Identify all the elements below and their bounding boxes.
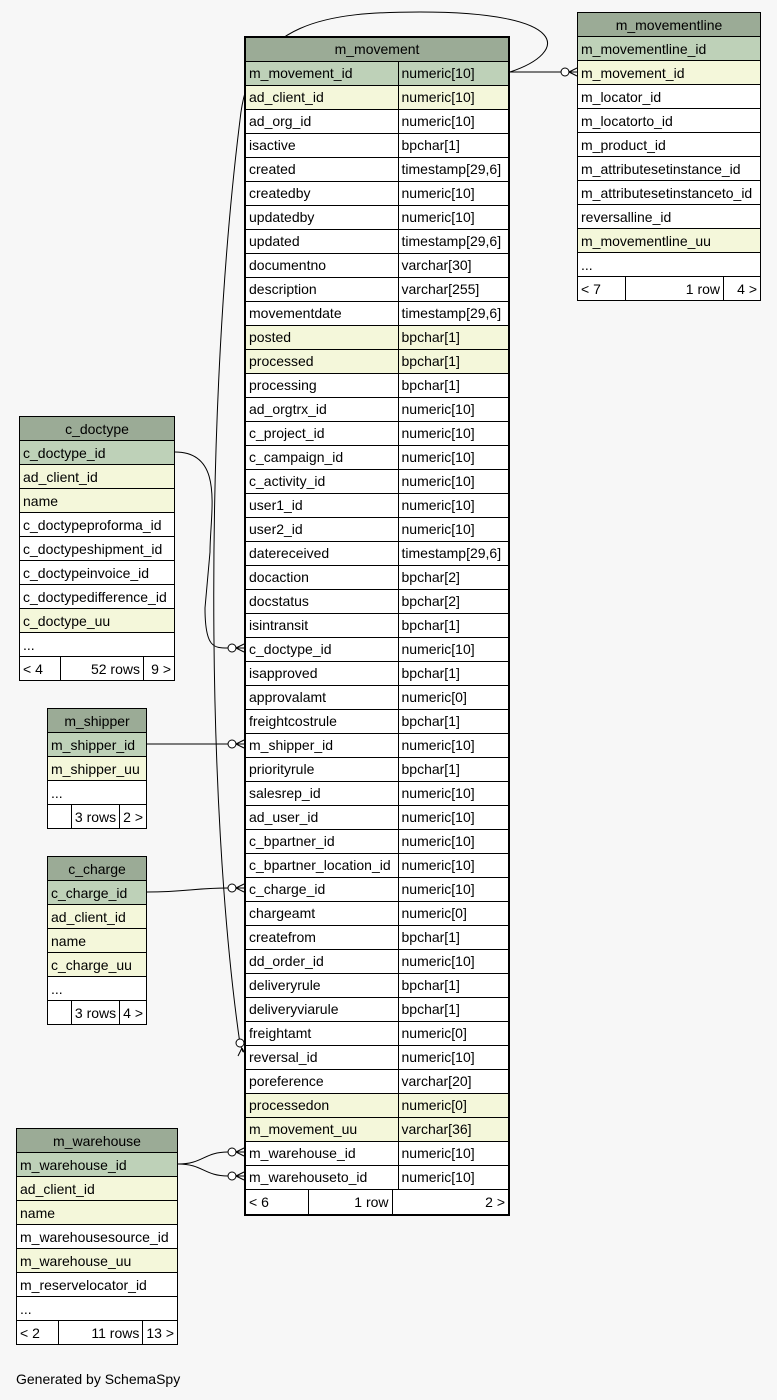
edge-warehouse-1 <box>178 1164 228 1176</box>
column-type: numeric[0] <box>398 685 509 709</box>
children-link[interactable]: 2 > <box>120 805 147 829</box>
column-type: varchar[255] <box>398 277 509 301</box>
column-row[interactable] <box>245 709 509 733</box>
column-name: m_shipper_id <box>48 733 147 757</box>
column-row[interactable] <box>245 133 509 157</box>
column-row[interactable] <box>20 513 175 537</box>
children-link[interactable]: 9 > <box>144 657 175 681</box>
column-row[interactable] <box>245 109 509 133</box>
column-name: c_charge_id <box>245 877 398 901</box>
column-row[interactable] <box>20 561 175 585</box>
table-title[interactable]: m_shipper <box>48 709 147 733</box>
column-type: numeric[10] <box>398 781 509 805</box>
column-type: numeric[10] <box>398 421 509 445</box>
column-type: numeric[10] <box>398 397 509 421</box>
column-row[interactable] <box>245 301 509 325</box>
column-name: ad_client_id <box>20 465 175 489</box>
column-row[interactable] <box>245 1069 509 1093</box>
column-name: c_bpartner_location_id <box>245 853 398 877</box>
column-name: m_reservelocator_id <box>17 1273 178 1297</box>
table-title[interactable]: c_charge <box>48 857 147 881</box>
column-name: docstatus <box>245 589 398 613</box>
column-row[interactable] <box>20 633 175 657</box>
column-type: numeric[10] <box>398 445 509 469</box>
column-name: dd_order_id <box>245 949 398 973</box>
column-name: ad_orgtrx_id <box>245 397 398 421</box>
column-type: bpchar[1] <box>398 133 509 157</box>
column-name: updated <box>245 229 398 253</box>
column-row[interactable] <box>245 445 509 469</box>
column-name: movementdate <box>245 301 398 325</box>
table-m-warehouse[interactable] <box>16 1128 178 1345</box>
column-row[interactable] <box>578 37 761 61</box>
column-row[interactable] <box>48 977 147 1001</box>
column-type: bpchar[1] <box>398 613 509 637</box>
column-name: m_shipper_uu <box>48 757 147 781</box>
column-name: m_movement_id <box>245 61 398 85</box>
column-name: ... <box>20 633 175 657</box>
column-row[interactable] <box>245 157 509 181</box>
column-name: name <box>20 489 175 513</box>
column-type: bpchar[1] <box>398 997 509 1021</box>
column-row[interactable] <box>245 397 509 421</box>
column-type: numeric[10] <box>398 517 509 541</box>
table-title[interactable]: m_warehouse <box>17 1129 178 1153</box>
column-name: c_doctypedifference_id <box>20 585 175 609</box>
column-row[interactable] <box>245 925 509 949</box>
column-row[interactable] <box>48 733 147 757</box>
column-type: numeric[10] <box>398 109 509 133</box>
column-type: bpchar[2] <box>398 589 509 613</box>
column-row[interactable] <box>245 637 509 661</box>
column-row[interactable] <box>245 325 509 349</box>
column-name: chargeamt <box>245 901 398 925</box>
row-count: 52 rows <box>61 657 144 681</box>
column-name: isintransit <box>245 613 398 637</box>
column-name: documentno <box>245 253 398 277</box>
column-row[interactable] <box>245 829 509 853</box>
column-name: posted <box>245 325 398 349</box>
column-name: m_movementline_uu <box>578 229 761 253</box>
column-row[interactable] <box>20 489 175 513</box>
column-type: numeric[10] <box>398 637 509 661</box>
column-row[interactable] <box>17 1153 178 1177</box>
column-row[interactable] <box>17 1177 178 1201</box>
column-type: varchar[30] <box>398 253 509 277</box>
column-name: c_doctypeinvoice_id <box>20 561 175 585</box>
column-name: user2_id <box>245 517 398 541</box>
crow-foot-icon <box>561 68 577 76</box>
column-row[interactable] <box>245 997 509 1021</box>
table-c-charge[interactable] <box>47 856 147 1025</box>
crow-foot-icon <box>228 740 244 748</box>
column-row[interactable] <box>245 1045 509 1069</box>
column-type: varchar[36] <box>398 1117 509 1141</box>
column-name: processedon <box>245 1093 398 1117</box>
column-row[interactable] <box>48 781 147 805</box>
column-row[interactable] <box>245 541 509 565</box>
row-count: 3 rows <box>71 805 119 829</box>
row-count: 3 rows <box>71 1001 119 1025</box>
column-type: numeric[10] <box>398 949 509 973</box>
row-count: 1 row <box>308 1190 392 1214</box>
column-name: ... <box>48 977 147 1001</box>
column-row[interactable] <box>245 949 509 973</box>
children-link[interactable]: 2 > <box>485 1193 505 1210</box>
column-name: m_movement_uu <box>245 1117 398 1141</box>
crow-foot-icon <box>228 644 244 652</box>
column-type: numeric[10] <box>398 733 509 757</box>
column-name: createdby <box>245 181 398 205</box>
column-name: ... <box>48 781 147 805</box>
row-count: 1 row <box>626 277 724 301</box>
column-type: numeric[10] <box>398 469 509 493</box>
column-row[interactable] <box>578 181 761 205</box>
parents-link[interactable] <box>48 805 72 829</box>
edge-doctype <box>175 452 228 648</box>
crow-foot-icon <box>228 1172 244 1180</box>
generated-by-note: Generated by SchemaSpy <box>16 1371 181 1387</box>
column-row[interactable] <box>245 661 509 685</box>
table-c-doctype[interactable] <box>19 416 175 681</box>
column-type: bpchar[1] <box>398 973 509 997</box>
column-name: ad_user_id <box>245 805 398 829</box>
column-name: priorityrule <box>245 757 398 781</box>
column-row[interactable] <box>245 613 509 637</box>
crow-foot-icon <box>228 884 244 892</box>
column-name: ... <box>17 1297 178 1321</box>
column-row[interactable] <box>20 609 175 633</box>
table-footer <box>245 1189 509 1215</box>
column-row[interactable] <box>17 1273 178 1297</box>
column-type: numeric[10] <box>398 805 509 829</box>
column-name: ad_client_id <box>48 905 147 929</box>
column-type: bpchar[1] <box>398 661 509 685</box>
column-type: numeric[10] <box>398 829 509 853</box>
column-row[interactable] <box>245 685 509 709</box>
column-name: m_warehouseto_id <box>245 1165 398 1189</box>
column-name: createfrom <box>245 925 398 949</box>
column-type: numeric[10] <box>398 181 509 205</box>
footer-split <box>246 1190 508 1214</box>
column-type: bpchar[1] <box>398 709 509 733</box>
column-type: bpchar[1] <box>398 373 509 397</box>
column-name: c_charge_id <box>48 881 147 905</box>
column-name: freightcostrule <box>245 709 398 733</box>
column-type: numeric[10] <box>398 61 509 85</box>
edge-warehouse-0 <box>178 1152 228 1164</box>
column-type: bpchar[1] <box>398 925 509 949</box>
column-name: m_shipper_id <box>245 733 398 757</box>
column-name: m_product_id <box>578 133 761 157</box>
table-title[interactable]: c_doctype <box>20 417 175 441</box>
parents-link[interactable]: < 7 <box>578 277 626 301</box>
column-name: ad_client_id <box>17 1177 178 1201</box>
column-type: numeric[10] <box>398 205 509 229</box>
column-type: numeric[0] <box>398 1093 509 1117</box>
column-row[interactable] <box>245 493 509 517</box>
column-name: docaction <box>245 565 398 589</box>
column-type: bpchar[1] <box>398 757 509 781</box>
children-link[interactable]: 4 > <box>724 277 761 301</box>
table-footer <box>20 657 175 681</box>
column-row[interactable] <box>245 757 509 781</box>
column-name: salesrep_id <box>245 781 398 805</box>
column-name: ... <box>578 253 761 277</box>
table-footer <box>48 805 147 829</box>
column-row[interactable] <box>245 1141 509 1165</box>
column-name: m_movement_id <box>578 61 761 85</box>
parents-link[interactable]: < 4 <box>20 657 61 681</box>
column-row[interactable] <box>17 1201 178 1225</box>
column-type: numeric[10] <box>398 1165 509 1189</box>
column-row[interactable] <box>17 1225 178 1249</box>
column-row[interactable] <box>245 1093 509 1117</box>
column-row[interactable] <box>245 1117 509 1141</box>
column-name: reversal_id <box>245 1045 398 1069</box>
column-row[interactable] <box>48 905 147 929</box>
column-name: c_charge_uu <box>48 953 147 977</box>
column-row[interactable] <box>578 133 761 157</box>
column-row[interactable] <box>578 229 761 253</box>
column-name: c_doctype_id <box>245 637 398 661</box>
column-name: freightamt <box>245 1021 398 1045</box>
column-name: isactive <box>245 133 398 157</box>
children-link[interactable]: 4 > <box>120 1001 147 1025</box>
column-name: m_warehousesource_id <box>17 1225 178 1249</box>
column-row[interactable] <box>245 589 509 613</box>
column-row[interactable] <box>245 205 509 229</box>
column-name: name <box>48 929 147 953</box>
column-row[interactable] <box>245 733 509 757</box>
column-name: reversalline_id <box>578 205 761 229</box>
table-m-shipper[interactable] <box>47 708 147 829</box>
column-row[interactable] <box>245 973 509 997</box>
column-type: varchar[20] <box>398 1069 509 1093</box>
column-name: updatedby <box>245 205 398 229</box>
column-row[interactable] <box>20 465 175 489</box>
column-name: m_attributesetinstanceto_id <box>578 181 761 205</box>
column-name: c_doctypeshipment_id <box>20 537 175 561</box>
column-name: c_project_id <box>245 421 398 445</box>
column-name: c_bpartner_id <box>245 829 398 853</box>
column-name: isapproved <box>245 661 398 685</box>
column-row[interactable] <box>245 781 509 805</box>
column-name: c_activity_id <box>245 469 398 493</box>
column-row[interactable] <box>578 85 761 109</box>
column-type: numeric[0] <box>398 901 509 925</box>
column-row[interactable] <box>245 853 509 877</box>
crow-foot-icon <box>228 1148 244 1156</box>
column-row[interactable] <box>245 181 509 205</box>
column-type: timestamp[29,6] <box>398 301 509 325</box>
column-name: c_doctype_id <box>20 441 175 465</box>
parents-link[interactable] <box>48 1001 72 1025</box>
column-type: bpchar[1] <box>398 349 509 373</box>
column-row[interactable] <box>245 349 509 373</box>
column-row[interactable] <box>578 109 761 133</box>
table-title[interactable]: m_movementline <box>578 13 761 37</box>
column-name: datereceived <box>245 541 398 565</box>
column-row[interactable] <box>245 565 509 589</box>
column-type: numeric[10] <box>398 85 509 109</box>
table-footer <box>17 1321 178 1345</box>
column-type: numeric[10] <box>398 1141 509 1165</box>
children-link[interactable]: 13 > <box>143 1321 178 1345</box>
column-row[interactable] <box>245 421 509 445</box>
column-row[interactable] <box>245 805 509 829</box>
column-row[interactable] <box>578 253 761 277</box>
column-name: m_movementline_id <box>578 37 761 61</box>
column-name: c_doctypeproforma_id <box>20 513 175 537</box>
table-m-movementline[interactable] <box>577 12 761 301</box>
column-row[interactable] <box>20 585 175 609</box>
column-row[interactable] <box>245 229 509 253</box>
column-type: timestamp[29,6] <box>398 229 509 253</box>
column-type: timestamp[29,6] <box>398 541 509 565</box>
column-name: m_warehouse_id <box>17 1153 178 1177</box>
column-name: name <box>17 1201 178 1225</box>
column-row[interactable] <box>245 517 509 541</box>
table-footer <box>578 277 761 301</box>
column-row[interactable] <box>245 373 509 397</box>
column-type: numeric[10] <box>398 877 509 901</box>
table-title[interactable]: m_movement <box>245 37 509 61</box>
column-name: deliveryrule <box>245 973 398 997</box>
column-row[interactable] <box>245 253 509 277</box>
column-name: approvalamt <box>245 685 398 709</box>
column-name: user1_id <box>245 493 398 517</box>
column-row[interactable] <box>245 901 509 925</box>
column-row[interactable] <box>245 469 509 493</box>
column-name: m_locatorto_id <box>578 109 761 133</box>
column-name: m_warehouse_id <box>245 1141 398 1165</box>
column-row[interactable] <box>245 1165 509 1189</box>
column-name: ad_org_id <box>245 109 398 133</box>
column-row[interactable] <box>20 441 175 465</box>
table-m-movement[interactable] <box>244 36 510 1216</box>
column-name: c_doctype_uu <box>20 609 175 633</box>
column-row[interactable] <box>245 85 509 109</box>
column-row[interactable] <box>245 877 509 901</box>
column-row[interactable] <box>48 757 147 781</box>
table-footer <box>48 1001 147 1025</box>
footer-cell <box>245 1189 509 1215</box>
column-type: timestamp[29,6] <box>398 157 509 181</box>
column-name: m_locator_id <box>578 85 761 109</box>
column-name: created <box>245 157 398 181</box>
column-name: ad_client_id <box>245 85 398 109</box>
column-name: poreference <box>245 1069 398 1093</box>
column-type: numeric[0] <box>398 1021 509 1045</box>
parents-link[interactable]: < 2 <box>17 1321 59 1345</box>
column-name: c_campaign_id <box>245 445 398 469</box>
column-name: description <box>245 277 398 301</box>
column-row[interactable] <box>245 1021 509 1045</box>
column-name: m_warehouse_uu <box>17 1249 178 1273</box>
column-row[interactable] <box>578 157 761 181</box>
column-row[interactable] <box>48 881 147 905</box>
column-name: m_attributesetinstance_id <box>578 157 761 181</box>
column-row[interactable] <box>578 205 761 229</box>
column-row[interactable] <box>17 1297 178 1321</box>
column-type: bpchar[1] <box>398 325 509 349</box>
parents-link[interactable]: < 6 <box>246 1190 308 1214</box>
column-name: processed <box>245 349 398 373</box>
column-name: deliveryviarule <box>245 997 398 1021</box>
column-row[interactable] <box>245 277 509 301</box>
column-row[interactable] <box>578 61 761 85</box>
column-type: numeric[10] <box>398 1045 509 1069</box>
row-count: 11 rows <box>59 1321 143 1345</box>
column-row[interactable] <box>17 1249 178 1273</box>
column-type: bpchar[2] <box>398 565 509 589</box>
column-type: numeric[10] <box>398 853 509 877</box>
column-row[interactable] <box>48 929 147 953</box>
column-type: numeric[10] <box>398 493 509 517</box>
column-row[interactable] <box>245 61 509 85</box>
column-row[interactable] <box>20 537 175 561</box>
column-row[interactable] <box>48 953 147 977</box>
edge-charge <box>147 888 228 892</box>
column-name: processing <box>245 373 398 397</box>
